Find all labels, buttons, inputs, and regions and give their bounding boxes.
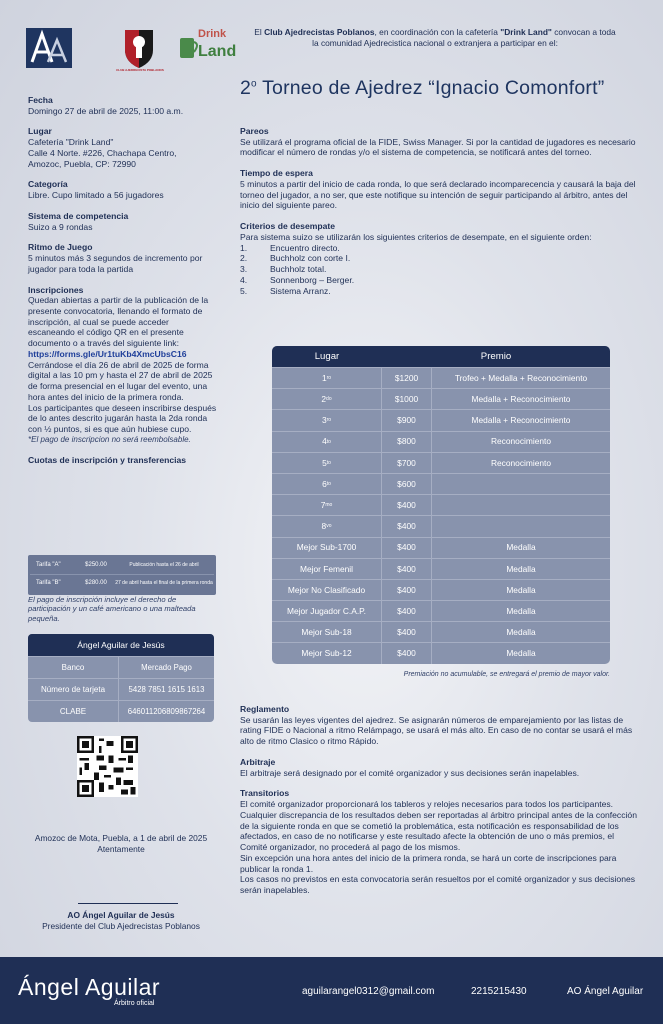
prize-award: Medalla <box>506 648 536 659</box>
list-text: Buchholz con corte I. <box>270 253 351 264</box>
bank-row <box>28 656 214 678</box>
table-row <box>272 473 610 494</box>
prize-place <box>272 368 382 388</box>
fee-row <box>30 557 214 575</box>
prize-amount: $400 <box>382 643 432 663</box>
prize-table <box>272 346 610 664</box>
bank-row <box>28 700 214 722</box>
prize-place-text: 4 <box>322 436 327 447</box>
bank-row <box>28 678 214 700</box>
table-row <box>272 452 610 473</box>
prize-amount: $1200 <box>382 368 432 388</box>
signature-closing: Atentamente <box>97 843 145 854</box>
prize-amount: $700 <box>382 453 432 473</box>
fecha-text: Domingo 27 de abril de 2025, 11:00 a.m. <box>28 105 184 116</box>
fee-table <box>28 555 216 595</box>
prize-place <box>272 389 382 409</box>
footer-ao: AO Ángel Aguilar <box>567 986 644 997</box>
inscripciones-note: *El pago de inscripcion no será reembolsable. <box>28 434 191 444</box>
prize-amount: $1000 <box>382 389 432 409</box>
criterios-heading: Criterios de desempate <box>240 221 336 232</box>
lugar-heading: Lugar <box>28 126 52 137</box>
prize-place-ordinal: ro <box>326 417 332 424</box>
list-item <box>240 264 638 275</box>
ritmo-text: 5 minutos más 3 segundos de incremento por jugador para toda la partida <box>28 253 203 274</box>
prize-place-ordinal: to <box>326 480 331 487</box>
prize-place-text: Mejor Sub-1700 <box>296 542 357 553</box>
drink-land-logo-bottom: Land <box>198 43 237 60</box>
prize-place-text: 3 <box>321 415 327 426</box>
prize-amount: $400 <box>382 622 432 642</box>
prize-place-text: Mejor Jugador C.A.P. <box>287 605 366 616</box>
prize-place <box>272 538 382 558</box>
pareos-text: Se utilizará el programa oficial de la FIDE, Swiss Manager. Si por la cantidad de jugadores es necesario modificar el número de rondas y/o el sistema de competencia, se notificará antes del torneo. <box>240 136 636 158</box>
logo-strip <box>26 26 237 72</box>
cuotas-heading: Cuotas de inscripción y transferencias <box>28 454 187 465</box>
list-item <box>240 253 638 264</box>
table-row <box>272 388 610 409</box>
bank-key: Banco <box>28 657 119 678</box>
table-row <box>272 600 610 621</box>
title-ordinal: o <box>251 78 257 90</box>
list-item <box>240 275 638 286</box>
espera-text: 5 minutos a partir del inicio de cada ronda, lo que será declarado incomparecencia y causará la baja del torneo del jugador, a no ser, que este notifique su intención de seguir participando al árbitro, antes del inicio del siguiente pareo. <box>240 178 636 211</box>
fee-name: Tarifa "A" <box>36 561 61 568</box>
prize-award: Medalla + Reconocimiento <box>471 394 571 405</box>
prize-amount: $600 <box>382 474 432 494</box>
footer-phone[interactable]: 2215215430 <box>471 986 527 997</box>
prize-place <box>272 622 382 642</box>
drink-land-logo-top: Drink <box>198 28 227 40</box>
fee-name: Tarifa "B" <box>36 580 61 587</box>
left-column <box>28 95 218 466</box>
prize-place-text: 5 <box>322 457 327 468</box>
prize-note: Premiación no acumulable, se entregará el premio de mayor valor. <box>403 671 610 678</box>
sistema-text: Suizo a 9 rondas <box>28 221 93 232</box>
signature-line <box>78 903 178 904</box>
categoria-heading: Categoría <box>28 179 68 190</box>
prize-place-ordinal: ro <box>326 374 332 381</box>
prize-place <box>272 516 382 536</box>
prize-amount: $900 <box>382 410 432 430</box>
prize-place-text: 2 <box>321 394 327 405</box>
prize-place-ordinal: do <box>326 396 332 403</box>
right-column <box>240 126 638 296</box>
table-row <box>272 558 610 579</box>
inscripciones-link[interactable]: https://forms.gle/Ur1tuKb4XmcUbsC16 <box>28 348 187 359</box>
prize-place-ordinal: mo <box>325 502 333 509</box>
fee-price: $280.00 <box>85 580 107 587</box>
sistema-heading: Sistema de competencia <box>28 210 129 221</box>
prize-col-place: Lugar <box>314 350 340 362</box>
prize-amount: $400 <box>382 580 432 600</box>
inscripciones-text-1: Quedan abiertas a partir de la publicación de la presente convocatoria, llenando el formato de inscripción, al cual se puede acceder escaneando el código QR en el presente documento o a través del siguiente link: <box>28 295 209 349</box>
prize-award: Reconocimiento <box>490 457 552 468</box>
intro-text <box>250 27 620 48</box>
inscripciones-text-3: Los participantes que deseen inscribirse después de lo antes descrito jugarán hasta la 2da ronda con ½ puntos, si es que aún hubiese cupo. <box>28 402 217 435</box>
table-row <box>272 515 610 536</box>
prize-table-body <box>272 367 610 664</box>
fee-desc: Publicación hasta el 26 de abril <box>129 561 199 568</box>
table-row <box>272 367 610 388</box>
bank-value: 646011206809867264 <box>127 706 206 716</box>
footer-name: Ángel Aguilar <box>18 974 161 1000</box>
prize-place-ordinal: to <box>326 438 331 445</box>
transitorios-text-1: El comité organizador proporcionará los tableros y relojes necesarios para todos los participantes. <box>240 799 614 810</box>
club-logo-text: CLUB AJEDRECISTA POBLANOS <box>116 68 164 72</box>
prize-place <box>272 474 382 494</box>
criterios-text: Para sistema suizo se utilizarán los siguientes criterios de desempate, en el siguiente orden: <box>240 231 592 242</box>
table-row <box>272 621 610 642</box>
footer <box>0 957 663 1024</box>
table-row <box>272 642 610 663</box>
fee-note: El pago de inscripción incluye el derecho de participación y un café americano o una malteada pequeña. <box>28 595 196 623</box>
prize-award: Medalla <box>506 584 536 595</box>
prize-award: Medalla <box>506 605 536 616</box>
list-item <box>240 286 638 297</box>
prize-table-header <box>272 346 610 367</box>
list-text: Buchholz total. <box>270 264 327 275</box>
table-row <box>272 431 610 452</box>
title-number: 2 <box>240 77 252 99</box>
footer-subtitle: Árbitro oficial <box>114 1000 155 1007</box>
reglamento-heading: Reglamento <box>240 704 290 714</box>
prize-amount: $400 <box>382 559 432 579</box>
list-number: 4. <box>240 274 248 285</box>
fee-row <box>30 575 214 593</box>
list-number: 1. <box>240 242 248 253</box>
categoria-text: Libre. Cupo limitado a 56 jugadores <box>28 190 164 201</box>
inscripciones-text-2: Cerrándose el día 26 de abril de 2025 de forma digital a las 10 pm y hasta el 27 de abril de 2025 de forma presencial en el lugar del evento, una hora antes del inicio de la primera ronda. <box>28 359 213 402</box>
intro-post: convocan a toda la comunidad Ajedrecistica nacional o extranjera a participar en el: <box>312 27 616 48</box>
prize-award: Reconocimiento <box>490 436 552 447</box>
prize-col-prize: Premio <box>480 350 512 362</box>
prize-amount: $400 <box>382 516 432 536</box>
fecha-heading: Fecha <box>28 95 53 105</box>
club-shield-icon <box>121 26 157 70</box>
inscripciones-heading: Inscripciones <box>28 284 84 295</box>
lugar-line-2: Calle 4 Norte. #226, Chachapa Centro, <box>28 147 177 158</box>
reglamento-text: Se usarán las leyes vigentes del ajedrez. Se asignarán números de emparejamiento por las listas de rating FIDE o Nacional a ritmo Relámpago, se usará el más alto. En caso de no contar se usará el más alto de ritmo Clasico o ritmo Rápido. <box>240 714 633 747</box>
table-row <box>272 579 610 600</box>
prize-amount: $400 <box>382 601 432 621</box>
lower-section <box>240 704 638 896</box>
bank-key: Número de tarjeta <box>28 679 119 700</box>
intro-club: Club Ajedrecistas Poblanos <box>264 27 375 37</box>
signature-place: Amozoc de Mota, Puebla, a 1 de abril de 2025 <box>34 833 208 843</box>
intro-cafe: "Drink Land" <box>500 27 552 37</box>
prize-place <box>272 643 382 663</box>
bank-table <box>28 634 214 722</box>
prize-place-text: Mejor Femenil <box>299 563 354 574</box>
prize-place <box>272 453 382 473</box>
fee-desc: 27 de abril hasta el final de la primera ronda <box>115 580 213 587</box>
prize-award: Medalla <box>506 563 536 574</box>
transitorios-text-2: Cualquier discrepancia de los resultados deben ser reportadas al árbitro principal antes de la confección de la siguiente ronda en que se cometió la problemática, esta notificación es responsabilidad de los afectados, en caso de no notificarse y este resultado afecte la obtención de uno o más premios, el Comité organizador, no procederá al pago de los mismos. <box>240 809 637 853</box>
bank-value: Mercado Pago <box>141 662 192 672</box>
prize-place-text: 1 <box>321 372 327 383</box>
prize-place-ordinal: to <box>326 459 331 466</box>
footer-email[interactable]: aguilarangel0312@gmail.com <box>302 986 435 997</box>
prize-amount: $800 <box>382 432 432 452</box>
intro-pre: El <box>254 27 265 37</box>
signature-name: AO Ángel Aguilar de Jesús <box>67 910 175 920</box>
intro-mid: , en coordinación con la cafetería <box>374 27 501 37</box>
prize-place-text: Mejor No Clasificado <box>287 584 366 595</box>
bank-value: 5428 7851 1615 1613 <box>128 684 205 694</box>
signature-block <box>28 833 214 854</box>
prize-place <box>272 432 382 452</box>
table-row <box>272 537 610 558</box>
title-rest: Torneo de Ajedrez “Ignacio Comonfort” <box>256 77 605 99</box>
prize-place-text: Mejor Sub-18 <box>301 627 352 638</box>
pareos-heading: Pareos <box>240 126 269 136</box>
signature-name-block <box>28 910 214 931</box>
transitorios-heading: Transitorios <box>240 788 290 799</box>
table-row <box>272 494 610 515</box>
prize-award: Trofeo + Medalla + Reconocimiento <box>454 372 588 383</box>
prize-place-text: 6 <box>322 478 327 489</box>
prize-place <box>272 410 382 430</box>
lugar-line-1: Cafetería "Drink Land" <box>28 137 114 148</box>
page-title <box>240 76 640 100</box>
prize-place-text: 7 <box>320 499 326 510</box>
prize-place <box>272 495 382 515</box>
prize-amount: $400 <box>382 538 432 558</box>
fee-price: $250.00 <box>85 561 107 568</box>
list-text: Sonnenborg – Berger. <box>270 274 355 285</box>
aa-logo-icon <box>26 28 72 68</box>
prize-place-text: 8 <box>321 521 327 532</box>
prize-place <box>272 580 382 600</box>
signature-role: Presidente del Club Ajedrecistas Poblanos <box>42 920 200 931</box>
list-number: 2. <box>240 253 248 264</box>
prize-place-text: Mejor Sub-12 <box>301 648 352 659</box>
arbitraje-text: El arbitraje será designado por el comité organizador y sus decisiones serán inapelables. <box>240 767 580 778</box>
lugar-line-3: Amozoc, Puebla, CP: 72990 <box>28 158 136 169</box>
list-item <box>240 243 638 254</box>
transitorios-text-3: Sin excepción una hora antes del inicio de la primera ronda, se hará un corte de inscripciones para publicar la ronda 1. <box>240 852 617 874</box>
list-number: 3. <box>240 264 248 275</box>
prize-place <box>272 601 382 621</box>
arbitraje-heading: Arbitraje <box>240 756 276 767</box>
prize-amount: $400 <box>382 495 432 515</box>
bank-key: CLABE <box>28 701 119 722</box>
prize-place-ordinal: vo <box>326 523 332 530</box>
prize-award: Medalla <box>506 542 536 553</box>
qr-code-icon[interactable] <box>77 736 138 797</box>
prize-place <box>272 559 382 579</box>
list-number: 5. <box>240 285 248 296</box>
bank-title: Ángel Aguilar de Jesús <box>28 634 214 656</box>
prize-award: Medalla + Reconocimiento <box>471 415 571 426</box>
transitorios-text-4: Los casos no previstos en esta convocatoria serán resueltos por el comité organizador y sus decisiones serán inapelables. <box>240 874 636 896</box>
list-text: Encuentro directo. <box>270 242 340 253</box>
ritmo-heading: Ritmo de Juego <box>28 242 93 253</box>
list-text: Sistema Arranz. <box>270 285 331 296</box>
espera-heading: Tiempo de espera <box>240 168 313 179</box>
prize-award: Medalla <box>506 627 536 638</box>
table-row <box>272 409 610 430</box>
